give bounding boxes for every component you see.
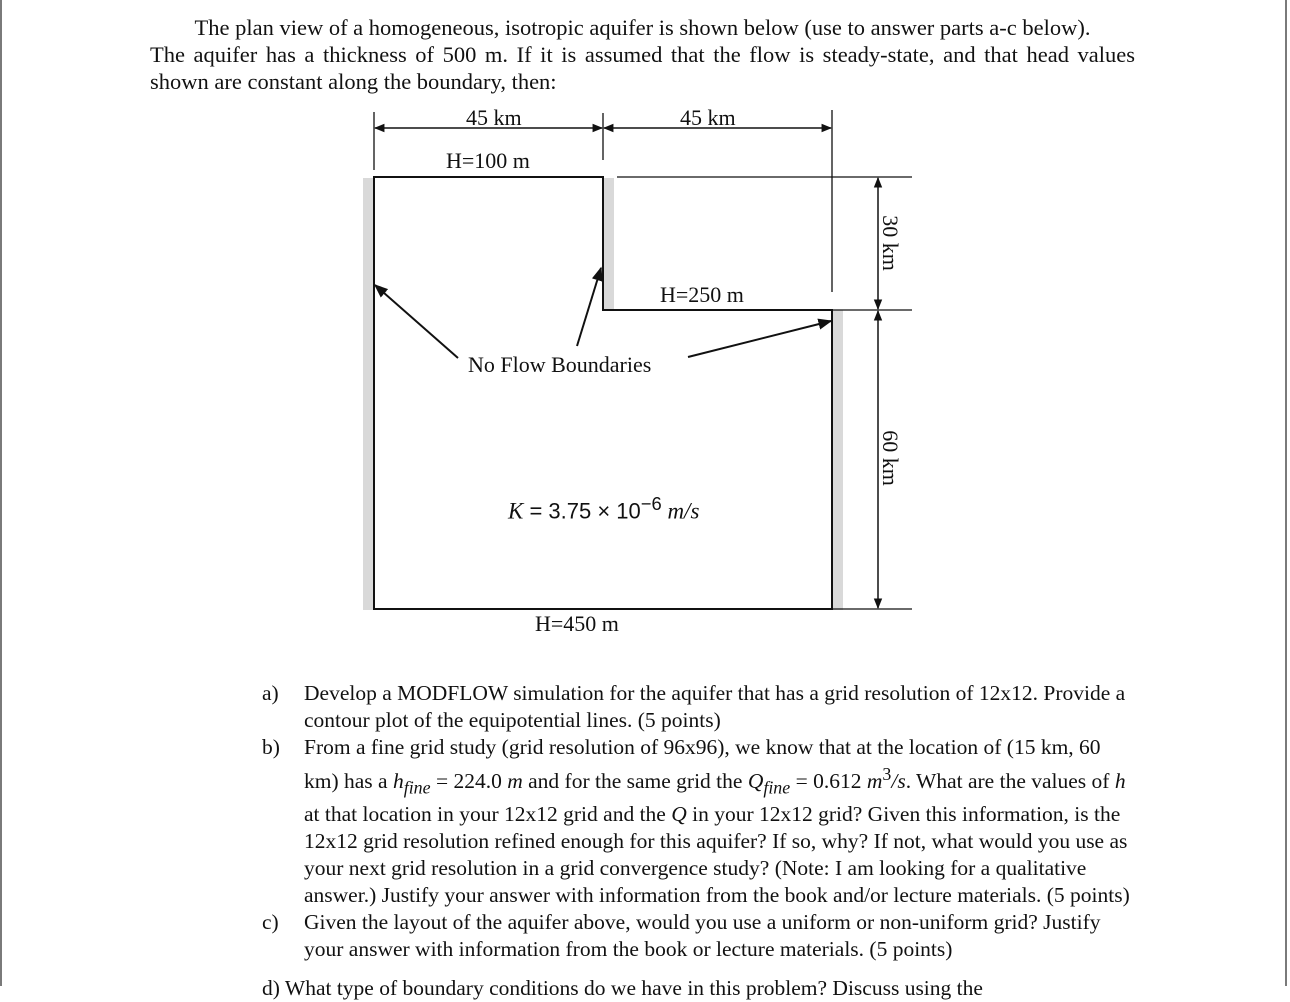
pointer-arrow-left bbox=[375, 285, 458, 358]
dim-label-top-left: 45 km bbox=[466, 105, 522, 130]
pointer-arrow-step bbox=[577, 268, 601, 346]
var-h: h bbox=[1114, 769, 1126, 794]
aquifer-outline bbox=[374, 177, 832, 609]
pointer-arrow-right bbox=[688, 321, 831, 357]
question-text-part: . What are the values of bbox=[905, 769, 1115, 794]
no-flow-shade-right bbox=[832, 310, 843, 610]
question-text-part: = 224.0 bbox=[430, 769, 508, 794]
eq-symbol: K bbox=[508, 498, 524, 524]
unit-m: m bbox=[507, 769, 523, 794]
var-h-sub: fine bbox=[403, 777, 431, 798]
no-flow-shade-left bbox=[363, 178, 374, 610]
question-text: Given the layout of the aquifer above, would you use a uniform or non-uniform grid? Justify your answer with information from the book or lecture materials. (5 points) bbox=[304, 910, 1101, 962]
head-label-bottom: H=450 m bbox=[535, 611, 619, 636]
intro-line-1: The plan view of a homogeneous, isotropic aquifer is shown below (use to answer parts a-c below). bbox=[194, 15, 1091, 40]
intro-line-3: shown are constant along the boundary, then: bbox=[150, 69, 557, 94]
var-q-sub: fine bbox=[763, 777, 791, 798]
question-text-part: = 0.612 bbox=[790, 769, 867, 794]
question-list bbox=[262, 680, 1132, 963]
question-c bbox=[262, 909, 1132, 963]
eq-value: = 3.75 × 10 bbox=[523, 498, 641, 524]
question-marker: a) bbox=[262, 681, 279, 705]
question-text: Develop a MODFLOW simulation for the aquifer that has a grid resolution of 12x12. Provide a contour plot of the equipotential lines. (5 points) bbox=[304, 681, 1126, 732]
no-flow-label: No Flow Boundaries bbox=[468, 352, 652, 377]
var-q: Q bbox=[671, 802, 687, 827]
var-h: h bbox=[392, 769, 404, 794]
var-q: Q bbox=[747, 769, 764, 794]
question-text-part: From a fine grid study (grid resolution of 96x96), we know that at the location of (15 km, 60 km) has a bbox=[304, 735, 1101, 794]
question-text-part: in your 12x12 grid? Given this information, is the 12x12 grid resolution refined enough for this aquifer? If so, why? If not, what would you use as your next grid resolution in a grid convergence study? (Note: I am looking for a qualitative answer.) Justify your answer with information from the book and/or lecture materials. (5 points) bbox=[304, 802, 1130, 908]
question-b bbox=[262, 734, 1132, 909]
question-marker: c) bbox=[262, 910, 279, 935]
question-marker: b) bbox=[262, 735, 280, 759]
unit-per-s: /s bbox=[891, 769, 906, 794]
question-d-cutoff: d) What type of boundary conditions do we have in this problem? Discuss using the bbox=[262, 976, 983, 1000]
no-flow-shade-step bbox=[603, 178, 614, 310]
eq-exponent: −6 bbox=[640, 493, 662, 514]
head-label-top-left: H=100 m bbox=[446, 148, 530, 173]
question-text-part: at that location in your 12x12 grid and the bbox=[304, 802, 672, 827]
eq-unit: m/s bbox=[661, 498, 700, 524]
dim-label-right-upper: 30 km bbox=[877, 215, 903, 271]
unit-m3: m bbox=[866, 769, 883, 794]
intro-line-2: The aquifer has a thickness of 500 m. If it is assumed that the flow is steady-state, and that head values bbox=[150, 42, 1135, 67]
head-label-step: H=250 m bbox=[660, 282, 744, 307]
question-a bbox=[262, 680, 1132, 734]
dim-label-top-right: 45 km bbox=[680, 105, 736, 130]
question-text-part: and for the same grid the bbox=[522, 769, 748, 794]
unit-sup: 3 bbox=[882, 764, 892, 784]
dim-label-right-lower: 60 km bbox=[877, 430, 903, 486]
conductivity-equation bbox=[508, 493, 699, 524]
